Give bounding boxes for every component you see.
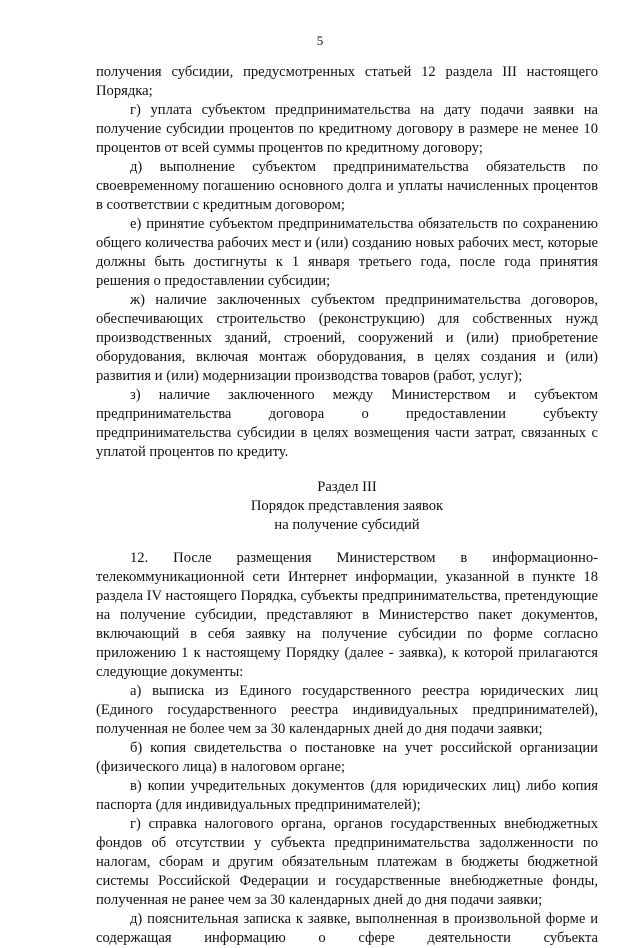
paragraph: д) выполнение субъектом предпринимательства обязательств по своевременному погашению основного долга и уплаты начисленных процентов в соответствии с кредитным договором;	[96, 159, 598, 213]
paragraph: г) справка налогового органа, органов государственных внебюджетных фондов об отсутствии у субъекта предпринимательства задолженности по налогам, сборам и другим обязательным платежам в бюджеты бюджетной системы Российской Федерации и государственные внебюджетные фонды, полученная не ранее чем за 30 календарных дней до дня подачи заявки;	[96, 816, 598, 908]
paragraph: ж) наличие заключенных субъектом предпринимательства договоров, обеспечивающих строительство (реконструкцию) для собственных нужд производственных зданий, строений, сооружений и (или) приобретение оборудования, включая монтаж оборудования, в целях создания и (или) развития и (или) модернизации производства товаров (работ, услуг);	[96, 292, 598, 384]
section-title: Раздел III	[317, 479, 377, 495]
page-number: 5	[316, 33, 324, 48]
section-subtitle-line-1: Порядок представления заявок	[250, 498, 444, 514]
paragraph: з) наличие заключенного между Министерством и субъектом предпринимательства договора о предоставлении субъекту предпринимательства субсидии в целях возмещения части затрат, связанных с уплатой процентов по кредиту.	[96, 387, 598, 460]
section-subtitle-line-2: на получение субсидий	[274, 517, 420, 533]
paragraph: г) уплата субъектом предпринимательства на дату подачи заявки на получение субсидии процентов по кредитному договору в размере не менее 10 процентов от всей суммы процентов по кредитному договору;	[96, 102, 598, 156]
paragraph: е) принятие субъектом предпринимательства обязательств по сохранению общего количества рабочих мест и (или) созданию новых рабочих мест, которые должны быть достигнуты к 1 января третьего года, после года принятия решения о предоставлении субсидии;	[96, 216, 598, 289]
paragraphs-before-section	[96, 63, 598, 462]
paragraph: 12. После размещения Министерством в информационно-телекоммуникационной сети Интернет информации, указанной в пункте 18 раздела IV настоящего Порядка, субъекты предпринимательства, претендующие на получение субсидии, представляют в Министерство пакет документов, включающий в себя заявку на получение субсидии по форме согласно приложению 1 к настоящему Порядку (далее - заявка), к которой прилагаются следующие документы:	[96, 550, 598, 680]
document-body	[96, 63, 598, 948]
paragraph: получения субсидии, предусмотренных статьей 12 раздела III настоящего Порядка;	[96, 64, 598, 99]
section-heading	[96, 478, 598, 535]
paragraph: б) копия свидетельства о постановке на учет российской организации (физического лица) в налоговом органе;	[96, 740, 598, 775]
paragraph: в) копии учредительных документов (для юридических лиц) либо копия паспорта (для индивидуальных предпринимателей);	[96, 778, 598, 813]
paragraph: а) выписка из Единого государственного реестра юридических лиц (Единого государственного реестра индивидуальных предпринимателей), полученная не более чем за 30 календарных дней до дня подачи заявки;	[96, 683, 598, 737]
paragraph: д) пояснительная записка к заявке, выполненная в произвольной форме и содержащая информацию о сфере деятельности субъекта	[96, 911, 598, 946]
paragraphs-after-section	[96, 549, 598, 948]
